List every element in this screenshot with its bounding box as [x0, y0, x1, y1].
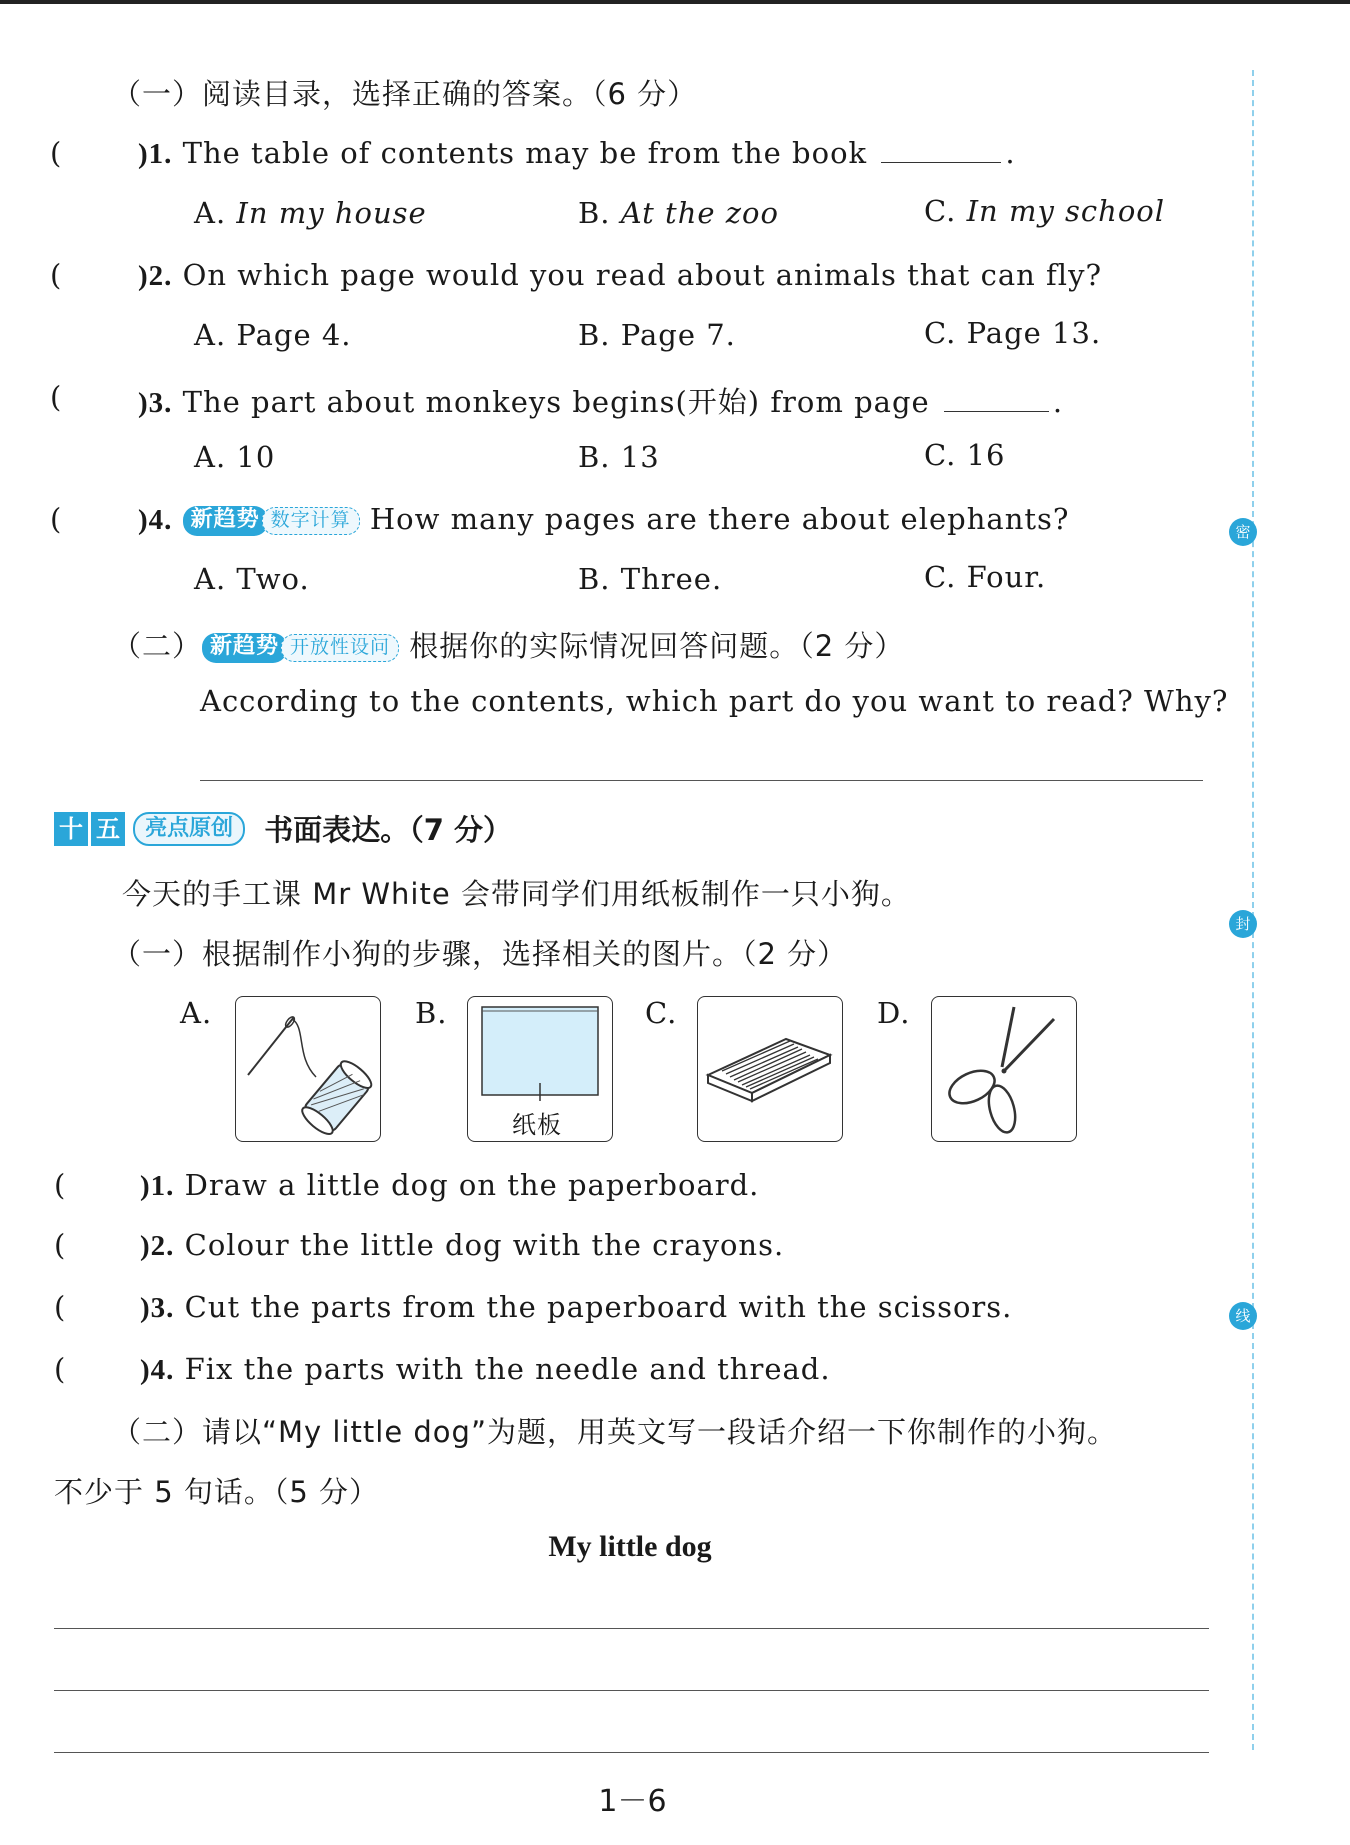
step-3: [140, 1290, 1012, 1325]
step-text: Draw a little dog on the paperboard.: [184, 1168, 760, 1202]
section15-intro: 今天的手工课 Mr White 会带同学们用纸板制作一只小狗。: [122, 877, 911, 911]
binding-line: [1252, 70, 1254, 1750]
option-text: At the zoo: [620, 196, 779, 230]
option-text: Page 13.: [966, 316, 1102, 350]
option-letter: C.: [924, 560, 957, 594]
section-number: 十: [54, 812, 88, 846]
part2-question: According to the contents, which part do you want to read? Why?: [200, 684, 1229, 718]
section-title: 书面表达。（7 分）: [264, 813, 512, 847]
side-mark-3: 线: [1229, 1302, 1257, 1330]
question-number: )1.: [138, 138, 173, 170]
needle-thread-icon: [236, 997, 380, 1141]
option-text: In my school: [966, 194, 1166, 228]
answer-blank[interactable]: [881, 138, 1001, 163]
part2-prefix: （二）: [112, 629, 203, 663]
question-number: )2.: [138, 260, 173, 292]
option-text: Four.: [966, 560, 1047, 594]
trend-badge: 新趋势: [202, 633, 287, 663]
step-text: Colour the little dog with the crayons.: [184, 1228, 785, 1262]
question-4: [138, 502, 1069, 537]
writing-title: My little dog: [548, 1530, 712, 1563]
option-text: Page 7.: [620, 318, 736, 352]
option-a[interactable]: [194, 562, 310, 596]
scissors-icon: [932, 997, 1076, 1141]
trend-badge-sub: 开放性设问: [281, 634, 399, 662]
option-letter: C.: [924, 194, 957, 228]
original-badge: 亮点原创: [133, 812, 245, 846]
top-border: [0, 0, 1350, 4]
option-text: 16: [966, 438, 1006, 472]
question-1: [138, 136, 1016, 171]
question-2: [138, 258, 1102, 293]
paperboard-label: 纸板: [512, 1111, 562, 1139]
option-c[interactable]: [924, 194, 1165, 228]
answer-paren[interactable]: (: [54, 1168, 66, 1202]
part2-heading-text: 根据你的实际情况回答问题。（2 分）: [409, 629, 905, 663]
answer-paren[interactable]: (: [54, 1352, 66, 1386]
option-letter: B.: [578, 196, 611, 230]
part2-heading: [112, 624, 904, 665]
answer-paren[interactable]: (: [50, 502, 62, 536]
answer-paren[interactable]: (: [54, 1228, 66, 1262]
trend-badge: 新趋势: [183, 506, 268, 536]
option-letter: A.: [194, 440, 227, 474]
option-letter: B.: [578, 440, 611, 474]
answer-line[interactable]: [200, 780, 1203, 781]
question-number: )3.: [138, 387, 173, 419]
section15-header: [54, 808, 512, 849]
side-mark-2: 封: [1229, 910, 1257, 938]
option-letter: B.: [578, 562, 611, 596]
section-number: 五: [91, 812, 125, 846]
answer-paren[interactable]: (: [54, 1290, 66, 1324]
option-letter: C.: [924, 438, 957, 472]
answer-paren[interactable]: (: [50, 136, 62, 170]
option-a[interactable]: [194, 196, 427, 230]
picture-d[interactable]: [931, 996, 1077, 1142]
trend-badge-sub: 数字计算: [262, 507, 360, 535]
section15-sub2: （二）请以“My little dog”为题，用英文写一段话介绍一下你制作的小狗。: [112, 1415, 1117, 1449]
option-letter: A.: [194, 318, 227, 352]
option-text: Page 4.: [236, 318, 352, 352]
page-number: 1－6: [598, 1784, 667, 1819]
step-2: [140, 1228, 784, 1263]
picture-letter: C.: [645, 996, 678, 1030]
step-text: Fix the parts with the needle and thread.: [184, 1352, 831, 1386]
step-4: [140, 1352, 831, 1387]
picture-letter: D.: [877, 996, 911, 1030]
picture-c[interactable]: [697, 996, 843, 1142]
option-a[interactable]: [194, 440, 275, 474]
step-number: )2.: [140, 1230, 175, 1262]
option-c[interactable]: [924, 438, 1006, 472]
question-text: On which page would you read about animals that can fly?: [182, 258, 1102, 292]
option-b[interactable]: [578, 318, 736, 352]
picture-letter: A.: [180, 996, 213, 1030]
option-b[interactable]: [578, 562, 722, 596]
question-3: [138, 380, 1063, 421]
option-text: Three.: [620, 562, 723, 596]
section15-sub1: （一）根据制作小狗的步骤，选择相关的图片。（2 分）: [112, 937, 848, 971]
step-text: Cut the parts from the paperboard with the scissors.: [184, 1290, 1013, 1324]
picture-letter: B.: [415, 996, 448, 1030]
picture-b[interactable]: [467, 996, 613, 1142]
answer-paren[interactable]: (: [50, 258, 62, 292]
answer-paren[interactable]: (: [50, 380, 62, 414]
step-number: )3.: [140, 1292, 175, 1324]
side-mark-1: 密: [1229, 518, 1257, 546]
question-number: )4.: [138, 504, 173, 536]
option-b[interactable]: [578, 440, 660, 474]
option-b[interactable]: [578, 196, 779, 230]
option-text: In my house: [236, 196, 427, 230]
crayons-icon: [698, 997, 842, 1141]
option-text: 10: [236, 440, 276, 474]
option-letter: C.: [924, 316, 957, 350]
question-text: How many pages are there about elephants?: [369, 502, 1070, 536]
part1-heading: （一）阅读目录，选择正确的答案。（6 分）: [112, 77, 698, 111]
question-punct: .: [1052, 385, 1064, 419]
step-1: [140, 1168, 759, 1203]
option-c[interactable]: [924, 316, 1101, 350]
option-text: 13: [620, 440, 660, 474]
answer-blank[interactable]: [944, 387, 1049, 412]
writing-line[interactable]: [54, 1628, 1209, 1629]
question-text: The table of contents may be from the book: [182, 136, 868, 170]
option-c[interactable]: [924, 560, 1046, 594]
step-number: )1.: [140, 1170, 175, 1202]
option-letter: A.: [194, 562, 227, 596]
section15-sub2-cont: 不少于 5 句话。（5 分）: [54, 1475, 380, 1509]
step-number: )4.: [140, 1354, 175, 1386]
question-text: The part about monkeys begins(开始) from page: [182, 385, 930, 419]
writing-line[interactable]: [54, 1752, 1209, 1753]
option-text: Two.: [236, 562, 310, 596]
option-a[interactable]: [194, 318, 352, 352]
option-letter: B.: [578, 318, 611, 352]
question-punct: .: [1005, 136, 1016, 170]
option-letter: A.: [194, 196, 227, 230]
writing-line[interactable]: [54, 1690, 1209, 1691]
picture-a[interactable]: [235, 996, 381, 1142]
